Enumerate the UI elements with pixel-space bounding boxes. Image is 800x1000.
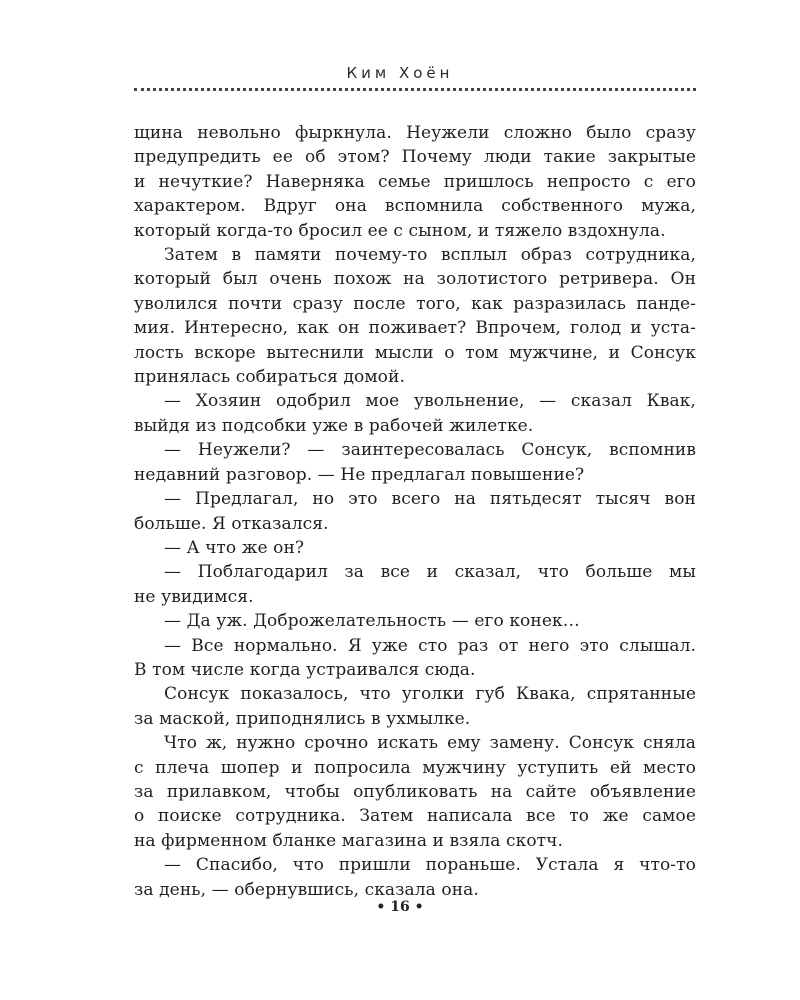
paragraph [134, 682, 696, 731]
text-line: уволился почти сразу после того, как разразилась панде- [134, 293, 696, 314]
text-line: недавний разговор. — Не предлагал повышение? [134, 464, 585, 485]
text-line: больше. Я отказался. [134, 513, 329, 534]
paragraph [134, 853, 696, 902]
text-line: который когда-то бросил ее с сыном, и тяжело вздохнула. [134, 220, 666, 241]
text-line: за маской, приподнялись в ухмылке. [134, 708, 471, 729]
paragraph [134, 634, 696, 683]
paragraph [134, 536, 696, 560]
header-dotted-rule [134, 88, 696, 91]
text-line: с плеча шопер и попросила мужчину уступить ей место [134, 757, 696, 778]
text-line: за день, — обернувшись, сказала она. [134, 879, 479, 900]
text-line: о поиске сотрудника. Затем написала все то же самое [134, 806, 696, 827]
paragraph [134, 243, 696, 389]
text-line: щина невольно фыркнула. Неужели сложно было сразу [134, 123, 696, 143]
paragraph [134, 609, 696, 633]
paragraph [134, 121, 696, 243]
text-line: который был очень похож на золотистого ретривера. Он [134, 269, 696, 290]
text-line: — Хозяин одобрил мое увольнение, — сказал Квак, [164, 391, 696, 412]
text-line: лость вскоре вытеснили мысли о том мужчине, и Сонсук [134, 342, 696, 363]
text-line: Сонсук показалось, что уголки губ Квака, спрятанные [164, 684, 696, 705]
text-line: — Предлагал, но это всего на пятьдесят тысяч вон [164, 489, 696, 510]
text-line: и нечуткие? Наверняка семье пришлось непросто с его [134, 171, 696, 192]
text-line: — Да уж. Доброжелательность — его конек… [164, 611, 580, 632]
text-line: — Неужели? — заинтересовалась Сонсук, вспомнив [164, 440, 696, 461]
text-line: выйдя из подсобки уже в рабочей жилетке. [134, 415, 534, 436]
text-line: принялась собираться домой. [134, 367, 405, 388]
text-line: на фирменном бланке магазина и взяла скотч. [134, 830, 564, 851]
text-line: — А что же он? [164, 537, 305, 558]
text-line: не увидимся. [134, 586, 254, 607]
paragraph [134, 487, 696, 536]
text-line: Затем в памяти почему-то всплыл образ сотрудника, [164, 245, 696, 266]
paragraph [134, 438, 696, 487]
paragraph [134, 389, 696, 438]
text-line: В том числе когда устраивался сюда. [134, 659, 476, 680]
text-line: — Все нормально. Я уже сто раз от него это слышал. [164, 635, 696, 656]
paragraph [134, 731, 696, 853]
body-text [134, 121, 696, 902]
text-line: предупредить ее об этом? Почему люди такие закрытые [134, 147, 696, 168]
text-line: мия. Интересно, как он поживает? Впрочем, голод и уста- [134, 318, 696, 339]
text-line: — Спасибо, что пришли пораньше. Устала я что-то [164, 855, 696, 876]
text-line: характером. Вдруг она вспомнила собственного мужа, [134, 196, 696, 217]
text-line: — Поблагодарил за все и сказал, что больше мы [164, 562, 696, 583]
text-line: за прилавком, чтобы опубликовать на сайте объявление [134, 781, 696, 802]
page-number: • 16 • [376, 899, 424, 915]
running-header-author: Ким Хоён [346, 64, 454, 82]
paragraph [134, 560, 696, 609]
text-line: Что ж, нужно срочно искать ему замену. Сонсук сняла [164, 733, 696, 754]
